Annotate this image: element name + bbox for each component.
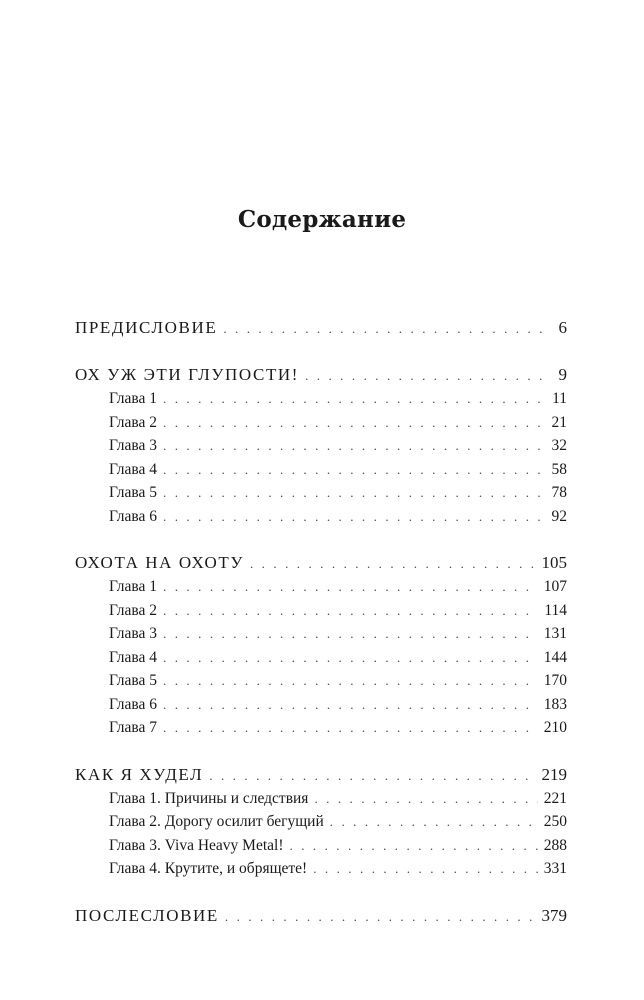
toc-chapter-title: Глава 6 (109, 507, 158, 525)
toc-chapter-title: Глава 3 (109, 437, 158, 454)
toc-chapter-title: Глава 2 (109, 601, 158, 619)
toc-chapter-title: Глава 2. Дорогу осилит бегущий (109, 813, 324, 830)
toc-page-number: 105 (541, 553, 567, 572)
toc-chapter-entry[interactable] (75, 578, 567, 602)
toc-chapter-entry[interactable] (75, 790, 567, 814)
dot-leader (163, 578, 538, 596)
toc-page-number: 92 (551, 507, 567, 525)
toc-page-number: 210 (543, 719, 567, 736)
toc-chapter-entry[interactable] (75, 837, 567, 861)
toc-page-number: 219 (541, 764, 567, 784)
dot-leader (163, 390, 546, 408)
toc-chapter-title: Глава 5 (109, 672, 158, 689)
toc-page-number: 107 (543, 578, 567, 595)
toc-page-number: 6 (558, 318, 567, 337)
dot-leader (163, 508, 545, 526)
dot-leader (330, 813, 538, 831)
dot-leader (163, 414, 545, 432)
toc-page-number: 21 (551, 413, 567, 431)
toc-page-number: 331 (543, 860, 567, 877)
dot-leader (163, 649, 538, 667)
toc-chapter-title: Глава 4 (109, 648, 158, 666)
toc-page-number: 183 (543, 695, 567, 713)
toc-page-number: 131 (543, 625, 567, 642)
toc-part-entry[interactable] (75, 365, 567, 390)
toc-chapter-title: Глава 2 (109, 413, 158, 431)
toc-chapter-entry[interactable] (75, 508, 567, 532)
toc-chapter-entry[interactable] (75, 719, 567, 743)
toc-page-number: 221 (543, 789, 567, 807)
dot-leader (223, 318, 551, 338)
toc-chapter-title: Глава 7 (109, 719, 158, 736)
dot-leader (290, 837, 538, 855)
toc-part-title: КАК Я ХУДЕЛ (75, 764, 204, 784)
dot-leader (163, 625, 538, 643)
toc-section (75, 318, 567, 343)
toc-part-entry[interactable] (75, 906, 567, 931)
dot-leader (163, 484, 545, 502)
toc-section (75, 553, 567, 743)
toc-part-entry[interactable] (75, 765, 567, 790)
toc-chapter-title: Глава 1. Причины и следствия (109, 789, 309, 807)
toc-chapter-title: Глава 1 (109, 390, 158, 407)
dot-leader (163, 719, 538, 737)
toc-page-number: 32 (551, 437, 567, 454)
toc-page-number: 78 (551, 484, 567, 501)
toc-page-number: 144 (543, 648, 567, 666)
toc-part-title: ОХОТА НА ОХОТУ (75, 553, 244, 572)
toc-part-title: ПОСЛЕСЛОВИЕ (75, 905, 219, 925)
toc-chapter-entry[interactable] (75, 696, 567, 720)
toc-part-title: ПРЕДИСЛОВИЕ (75, 318, 218, 337)
toc-chapter-entry[interactable] (75, 649, 567, 673)
toc-page-number: 58 (551, 460, 567, 478)
toc-chapter-entry[interactable] (75, 461, 567, 485)
table-of-contents (75, 318, 567, 953)
toc-chapter-title: Глава 4 (109, 460, 158, 478)
toc-chapter-entry[interactable] (75, 484, 567, 508)
dot-leader (163, 461, 545, 479)
toc-section (75, 906, 567, 931)
toc-section (75, 365, 567, 531)
dot-leader (305, 365, 551, 385)
toc-page-number: 250 (543, 813, 567, 830)
toc-chapter-title: Глава 6 (109, 695, 158, 713)
toc-page-number: 9 (558, 365, 567, 384)
toc-part-title: ОХ УЖ ЭТИ ГЛУПОСТИ! (75, 365, 300, 384)
toc-page-number: 11 (552, 390, 567, 407)
dot-leader (250, 553, 536, 573)
toc-chapter-entry[interactable] (75, 390, 567, 414)
dot-leader (163, 672, 538, 690)
toc-chapter-entry[interactable] (75, 602, 567, 626)
toc-chapter-entry[interactable] (75, 813, 567, 837)
dot-leader (225, 906, 536, 926)
toc-chapter-entry[interactable] (75, 625, 567, 649)
toc-page-number: 170 (543, 672, 567, 689)
toc-chapter-entry[interactable] (75, 860, 567, 884)
toc-chapter-title: Глава 4. Крутите, и обрящете! (109, 860, 308, 877)
toc-page-number: 288 (543, 836, 567, 854)
toc-chapter-entry[interactable] (75, 672, 567, 696)
toc-part-entry[interactable] (75, 553, 567, 578)
toc-chapter-title: Глава 1 (109, 578, 158, 595)
dot-leader (209, 765, 535, 785)
toc-page-number: 114 (544, 601, 567, 619)
toc-chapter-title: Глава 5 (109, 484, 158, 501)
dot-leader (313, 860, 538, 878)
dot-leader (163, 696, 538, 714)
toc-page-number: 379 (541, 905, 567, 925)
toc-part-entry[interactable] (75, 318, 567, 343)
toc-chapter-entry[interactable] (75, 414, 567, 438)
toc-chapter-title: Глава 3. Viva Heavy Metal! (109, 836, 284, 854)
toc-chapter-title: Глава 3 (109, 625, 158, 642)
dot-leader (314, 790, 537, 808)
toc-chapter-entry[interactable] (75, 437, 567, 461)
dot-leader (163, 437, 545, 455)
page-title: Содержание (237, 206, 407, 233)
toc-section (75, 765, 567, 884)
dot-leader (163, 602, 538, 620)
